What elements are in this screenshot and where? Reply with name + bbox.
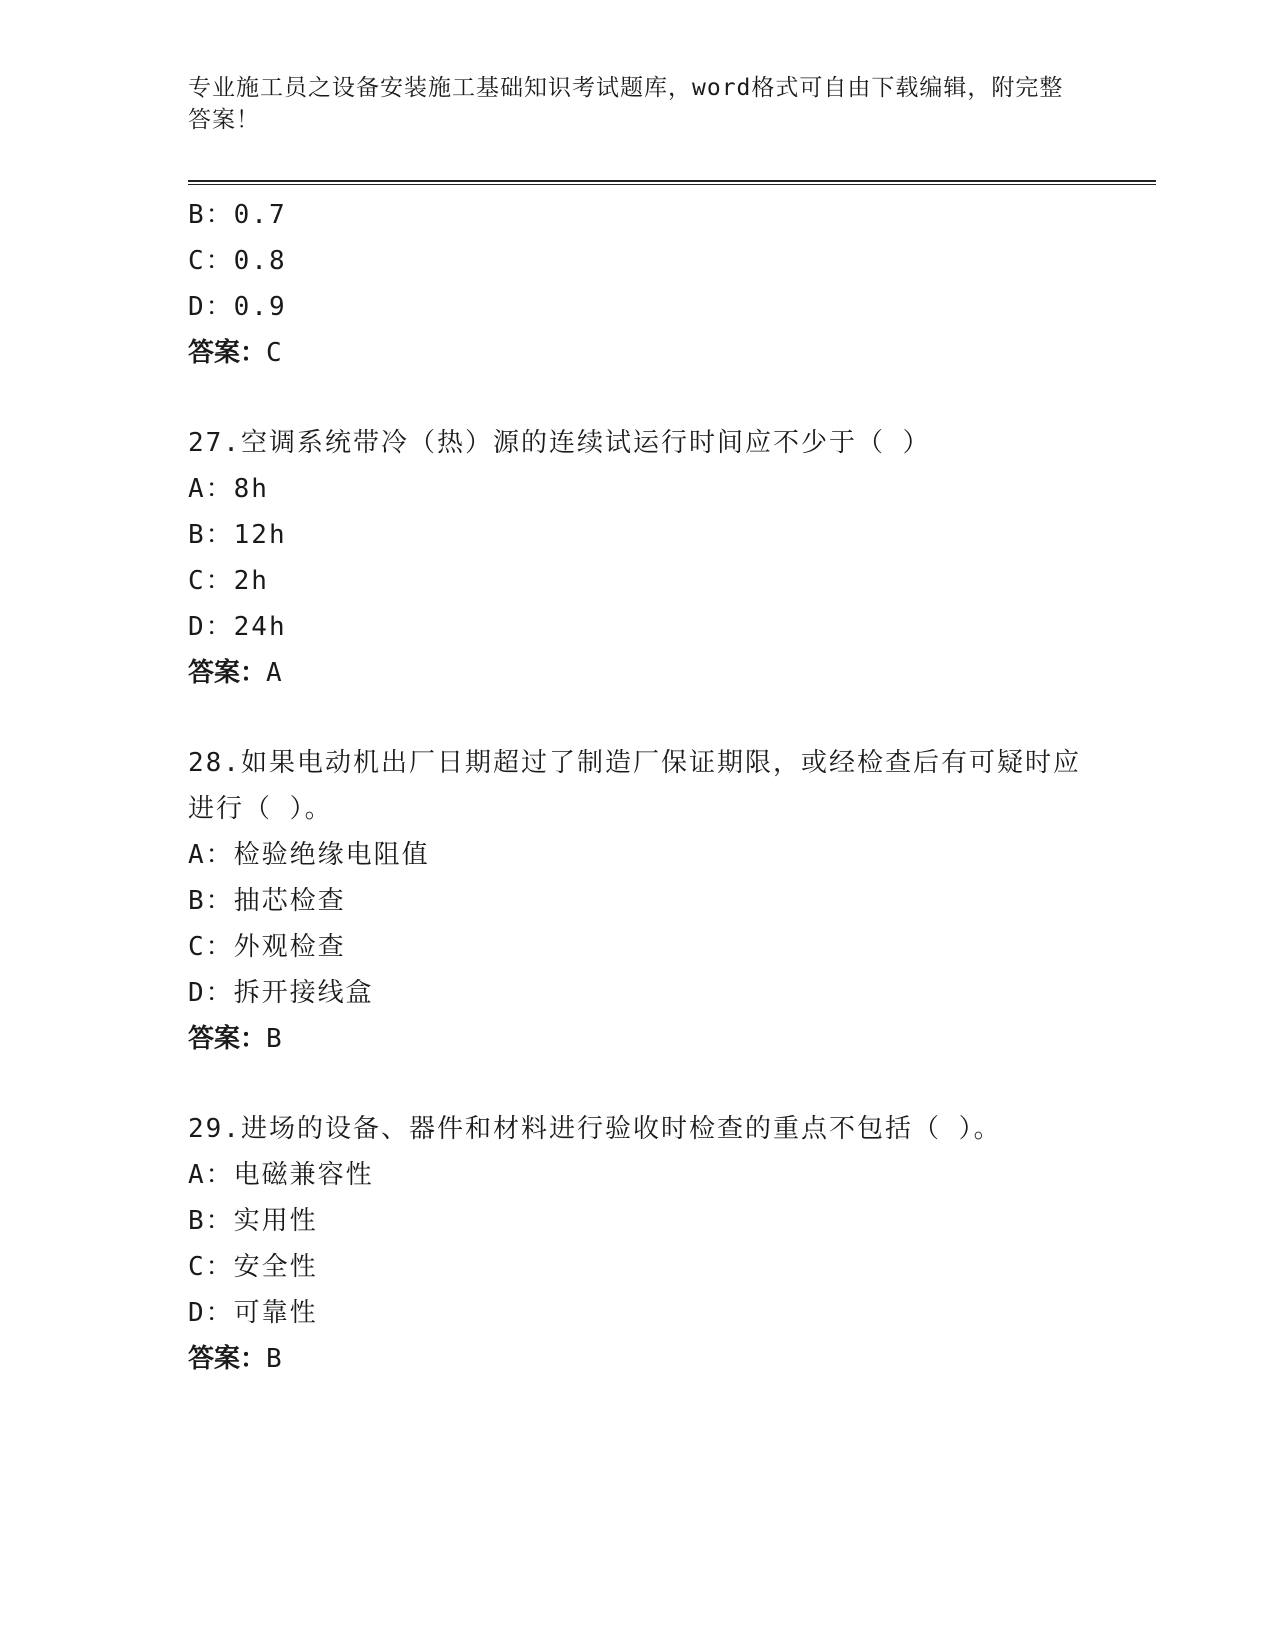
document-header: 专业施工员之设备安装施工基础知识考试题库，word格式可自由下载编辑，附完整答案！: [188, 75, 1064, 133]
answer: 答案：C: [188, 338, 284, 368]
option-d: D：0.9: [188, 292, 287, 322]
answer: 答案：B: [188, 1344, 284, 1374]
option-a: A：电磁兼容性: [188, 1160, 374, 1190]
question-title: 28.如果电动机出厂日期超过了制造厂保证期限，或经检查后有可疑时应进行（ ）。: [188, 748, 1081, 824]
option-d: D：拆开接线盒: [188, 978, 374, 1008]
question-27: [188, 420, 1088, 696]
option-c: C：外观检查: [188, 932, 346, 962]
question-26-tail: [188, 192, 1088, 376]
option-c: C：0.8: [188, 246, 287, 276]
option-b: B：实用性: [188, 1206, 318, 1236]
option-b: B：0.7: [188, 200, 287, 230]
option-a: A：检验绝缘电阻值: [188, 840, 430, 870]
option-c: C：安全性: [188, 1252, 318, 1282]
document-content: [188, 192, 1088, 1382]
option-d: D：可靠性: [188, 1298, 318, 1328]
option-b: B：12h: [188, 520, 287, 550]
option-a: A：8h: [188, 474, 269, 504]
option-c: C：2h: [188, 566, 269, 596]
question-28: [188, 740, 1088, 1062]
question-29: [188, 1106, 1088, 1382]
answer: 答案：B: [188, 1024, 284, 1054]
question-title: 29.进场的设备、器件和材料进行验收时检查的重点不包括（ ）。: [188, 1114, 1002, 1144]
question-title: 27.空调系统带冷（热）源的连续试运行时间应不少于（ ）: [188, 428, 931, 458]
header-rule: [188, 180, 1156, 185]
answer: 答案：A: [188, 658, 284, 688]
option-b: B：抽芯检查: [188, 886, 346, 916]
option-d: D：24h: [188, 612, 287, 642]
